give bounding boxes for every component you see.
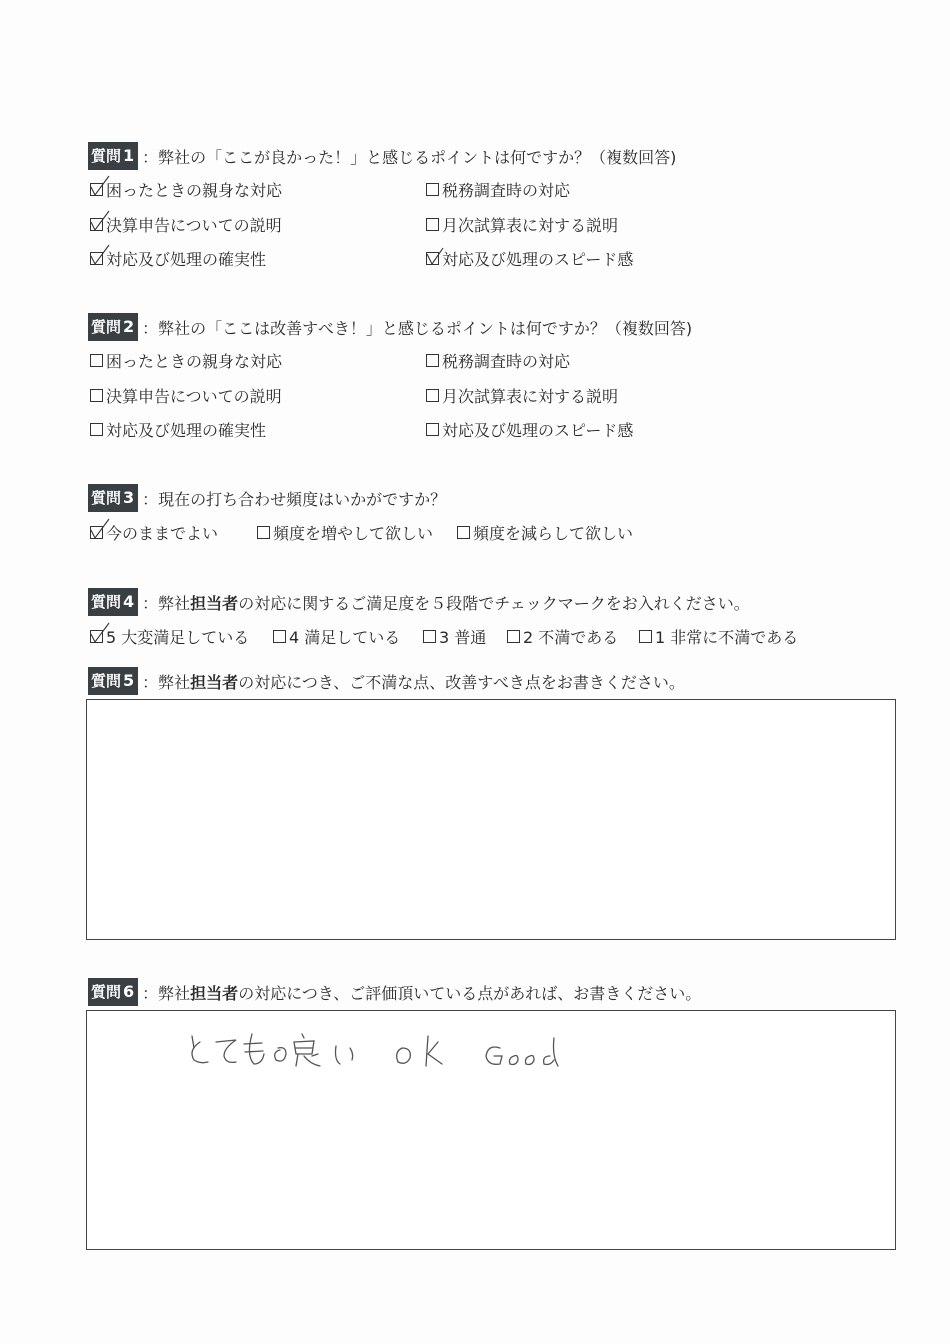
q2-option-2[interactable]: 税務調査時の対応 xyxy=(426,348,570,372)
checkbox[interactable] xyxy=(423,630,436,643)
q4-heading xyxy=(88,588,750,616)
checkbox[interactable] xyxy=(90,630,103,643)
q6-handwritten-answer xyxy=(180,1020,580,1080)
checkbox[interactable] xyxy=(90,389,103,402)
checkbox[interactable] xyxy=(507,630,520,643)
q5-label: 質問 5 xyxy=(88,667,138,695)
checkbox[interactable] xyxy=(90,252,103,265)
q1-option-1[interactable]: 困ったときの親身な対応 xyxy=(90,177,282,201)
q5-heading xyxy=(88,667,685,695)
q1-label: 質問 1 xyxy=(88,142,138,170)
checkbox[interactable] xyxy=(90,526,103,539)
q3-option-3[interactable]: 頻度を減らして欲しい xyxy=(457,520,633,544)
q1-option-5[interactable]: 対応及び処理の確実性 xyxy=(90,246,266,270)
q5-text: ：弊社担当者の対応につき、ご不満な点、改善すべき点をお書きください。 xyxy=(142,672,685,692)
checkbox[interactable] xyxy=(639,630,652,643)
checkbox[interactable] xyxy=(426,183,439,196)
q1-text: ：弊社の「ここが良かった！」と感じるポイントは何ですか？（複数回答) xyxy=(142,147,677,167)
q2-heading xyxy=(88,313,692,341)
q1-option-6[interactable]: 対応及び処理のスピード感 xyxy=(426,246,633,270)
q4-option-5[interactable]: 5 大変満足している xyxy=(90,624,249,648)
q1-heading xyxy=(88,142,676,170)
q4-text: ：弊社担当者の対応に関するご満足度を５段階でチェックマークをお入れください。 xyxy=(142,593,750,613)
q2-option-4[interactable]: 月次試算表に対する説明 xyxy=(426,383,618,407)
q3-label: 質問 3 xyxy=(88,484,138,512)
q3-text: ：現在の打ち合わせ頻度はいかがですか？ xyxy=(142,489,447,509)
checkbox[interactable] xyxy=(426,218,439,231)
q6-heading xyxy=(88,978,701,1006)
checkbox[interactable] xyxy=(90,423,103,436)
checkbox[interactable] xyxy=(426,252,439,265)
q3-option-1[interactable]: 今のままでよい xyxy=(90,520,218,544)
q6-label: 質問 6 xyxy=(88,978,138,1006)
checkbox[interactable] xyxy=(273,630,286,643)
q4-option-4[interactable]: 4 満足している xyxy=(273,624,400,648)
checkbox[interactable] xyxy=(426,354,439,367)
checkbox[interactable] xyxy=(257,526,270,539)
q2-option-6[interactable]: 対応及び処理のスピード感 xyxy=(426,417,633,441)
q1-option-2[interactable]: 税務調査時の対応 xyxy=(426,177,570,201)
q4-label: 質問 4 xyxy=(88,588,138,616)
q1-option-4[interactable]: 月次試算表に対する説明 xyxy=(426,212,618,236)
q4-option-3[interactable]: 3 普通 xyxy=(423,624,486,648)
q2-option-3[interactable]: 決算申告についての説明 xyxy=(90,383,282,407)
checkbox[interactable] xyxy=(426,423,439,436)
checkbox[interactable] xyxy=(457,526,470,539)
q4-option-2[interactable]: 2 不満である xyxy=(507,624,618,648)
q2-option-5[interactable]: 対応及び処理の確実性 xyxy=(90,417,266,441)
q2-text: ：弊社の「ここは改善すべき！」と感じるポイントは何ですか？（複数回答) xyxy=(142,318,693,338)
checkbox[interactable] xyxy=(90,218,103,231)
q5-answer-box[interactable] xyxy=(86,699,896,940)
q4-option-1[interactable]: 1 非常に不満である xyxy=(639,624,798,648)
checkbox[interactable] xyxy=(90,183,103,196)
q1-option-3[interactable]: 決算申告についての説明 xyxy=(90,212,282,236)
q3-heading xyxy=(88,484,446,512)
q2-option-1[interactable]: 困ったときの親身な対応 xyxy=(90,348,282,372)
q3-option-2[interactable]: 頻度を増やして欲しい xyxy=(257,520,433,544)
checkbox[interactable] xyxy=(426,389,439,402)
q2-label: 質問 2 xyxy=(88,313,138,341)
checkbox[interactable] xyxy=(90,354,103,367)
q6-text: ：弊社担当者の対応につき、ご評価頂いている点があれば、お書きください。 xyxy=(142,983,702,1003)
